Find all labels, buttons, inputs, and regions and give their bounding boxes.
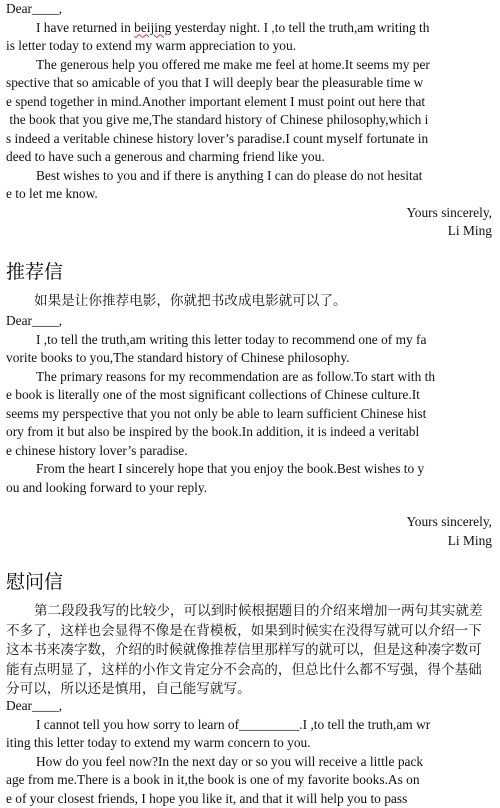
section2-line-8: From the heart I sincerely hope that you enjoy the book.Best wishes to y (36, 461, 425, 476)
section3-note-line-2: 不多了，这样也会显得不像是在背模板，如果到时候实在没得写就可以介绍一下 (6, 622, 482, 639)
section-heading-condolence: 慰问信 (6, 571, 64, 593)
section2-line-7: e chinese history lover’s paradise. (6, 442, 188, 458)
letter1-line-7: s indeed a veritable chinese history lover’s paradise.I count myself fortunate in (6, 130, 429, 146)
section2-note: 如果是让你推荐电影，你就把书改成电影就可以了。 (34, 293, 347, 309)
letter1-line-1: I have returned in beijing yesterday night. I ,to tell the truth,am writing th (36, 19, 430, 35)
section3-note-line-1: 第二段段我写的比较少，可以到时候根据题目的介绍来增加一两句其实就差 (34, 603, 483, 619)
letter1-line-9: Best wishes to you and if there is anything I can do please do not hesitat (36, 167, 423, 183)
section2-line-3: The primary reasons for my recommendation are as follow.To start with th (36, 368, 436, 384)
section2-line-6: ory from it but also be inspired by the book.In addition, it is indeed a veritabl (6, 424, 420, 439)
letter1-name: Li Ming (447, 223, 492, 238)
section3-line-2: iting this letter today to extend my warm concern to you. (6, 735, 311, 750)
letter1-line-6: the book that you give me,The standard history of Chinese philosophy,which i (6, 112, 429, 127)
letter1-line-5: e spend together in mind.Another important element I must point out here that (6, 93, 426, 109)
section2-closing: Yours sincerely, (406, 514, 492, 529)
letter1-line-4: spective that so amicable of you that I will deeply bear the pleasurable time w (6, 75, 424, 90)
letter1-line-10: e to let me know. (6, 186, 98, 201)
section2-salutation: Dear____, (6, 313, 63, 328)
section3-salutation: Dear____, (6, 698, 63, 713)
section3-line-5: e of your closest friends, I hope you like it, and that it will help you to pass (6, 790, 408, 806)
section2-line-9: ou and looking forward to your reply. (6, 479, 208, 495)
section3-line-1: I cannot tell you how sorry to learn of_________.I ,to tell the truth,am wr (36, 716, 431, 732)
letter1-closing: Yours sincerely, (406, 204, 492, 220)
section3-note-line-4: 能有点明显了，这样的小作文肯定分不会高的，但总比什么都不写强，得个基础 (6, 661, 482, 678)
section3-note-line-5: 分可以，所以还是慎用，自己能写就写。 (6, 681, 251, 698)
letter1-salutation: Dear____, (6, 1, 63, 16)
section3-line-4: age from me.There is a book in it,the book is one of my favorite books.As on (6, 772, 420, 787)
spellcheck-word: beijing (134, 19, 172, 35)
letter1-line-3: The generous help you offered me make me feel at home.It seems my per (36, 56, 430, 72)
letter1-line-2: is letter today to extend my warm appreciation to you. (6, 38, 297, 53)
section2-line-2: vorite books to you,The standard history of Chinese philosophy. (6, 350, 350, 365)
section2-name: Li Ming (447, 532, 492, 548)
section3-line-3: How do you feel now?In the next day or so you will receive a little pack (36, 753, 424, 769)
section2-line-5: seems my perspective that you not only be able to learn sufficient Chinese hist (6, 405, 427, 421)
letter1-line-8: deed to have such a generous and charming friend like you. (6, 149, 325, 164)
section-heading-recommendation: 推荐信 (6, 261, 64, 283)
section2-line-1: I ,to tell the truth,am writing this letter today to recommend one of my fa (36, 331, 427, 347)
section3-note-line-3: 这本书来凑字数，介绍的时候就像推荐信里那样写的就可以，但是这种凑字数可 (6, 642, 482, 659)
section2-line-4: e book is literally one of the most significant collections of Chinese culture.It (6, 387, 420, 402)
